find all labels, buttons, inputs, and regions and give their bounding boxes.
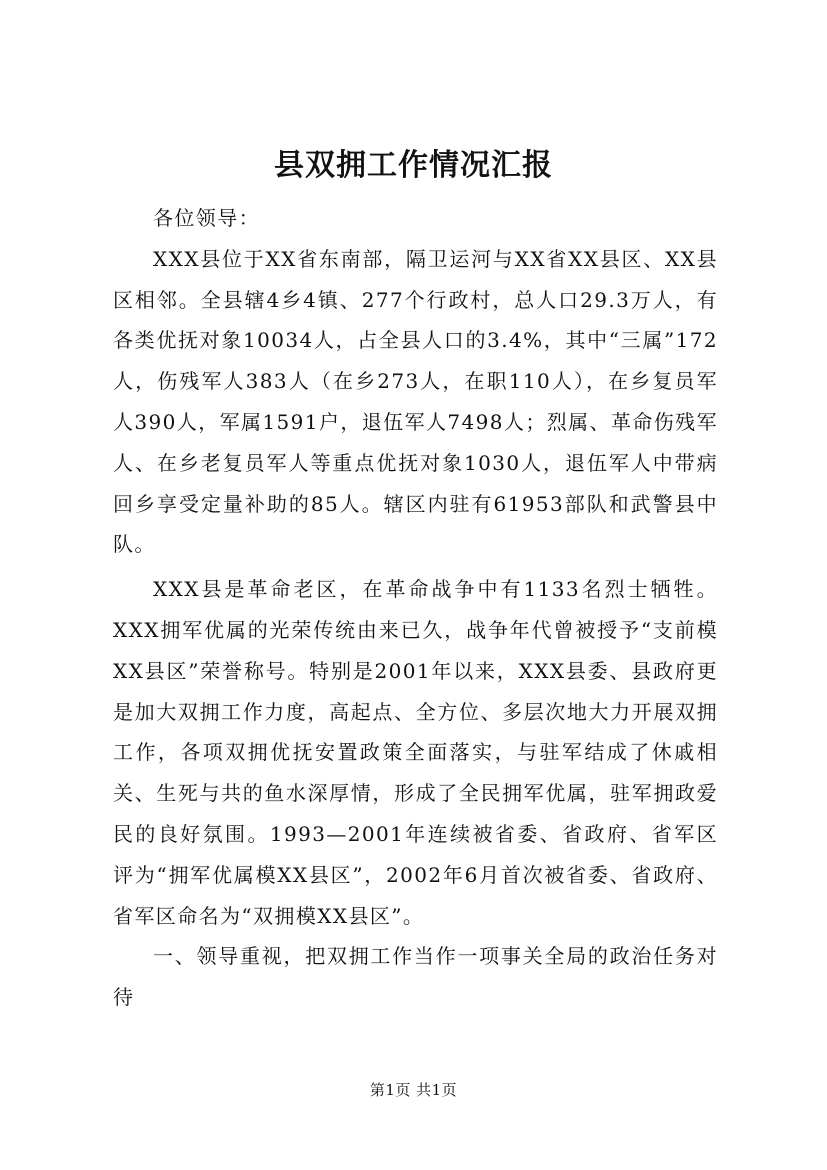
paragraph-overview: XXX县位于XX省东南部，隔卫运河与XX省XX县区、XX县区相邻。全县辖4乡4镇、277个行政村，总人口29.3万人，有各类优抚对象10034人，占全县人口的3.4%，其中“三属”172人，伤残军人383人（在乡273人，在职110人），在乡复员军人390人，军属1591户，退伍军人7498人；烈属、革命伤残军人、在乡老复员军人等重点优抚对象1030人，退伍军人中带病回乡享受定量补助的85人。辖区内驻有61953部队和武警县中队。 [113, 246, 718, 557]
page-footer: 第1页 共1页 [369, 1081, 458, 1099]
section-heading-1: 一、领导重视，把双拥工作当作一项事关全局的政治任务对待 [113, 944, 718, 1010]
document-title: 县双拥工作情况汇报 [274, 148, 553, 183]
salutation: 各位领导： [153, 206, 260, 230]
paragraph-history: XXX县是革命老区，在革命战争中有1133名烈士牺牲。XXX拥军优属的光荣传统由来已久，战争年代曾被授予“支前模XX县区”荣誉称号。特别是2001年以来，XXX县委、县政府更是加大双拥工作力度，高起点、全方位、多层次地大力开展双拥工作，各项双拥优抚安置政策全面落实，与驻军结成了休戚相关、生死与共的鱼水深厚情，形成了全民拥军优属，驻军拥政爱民的良好氛围。1993—2001年连续被省委、省政府、省军区评为“拥军优属模XX县区”，2002年6月首次被省委、省政府、省军区命名为“双拥模XX县区”。 [113, 577, 718, 928]
document-body [113, 198, 718, 1018]
